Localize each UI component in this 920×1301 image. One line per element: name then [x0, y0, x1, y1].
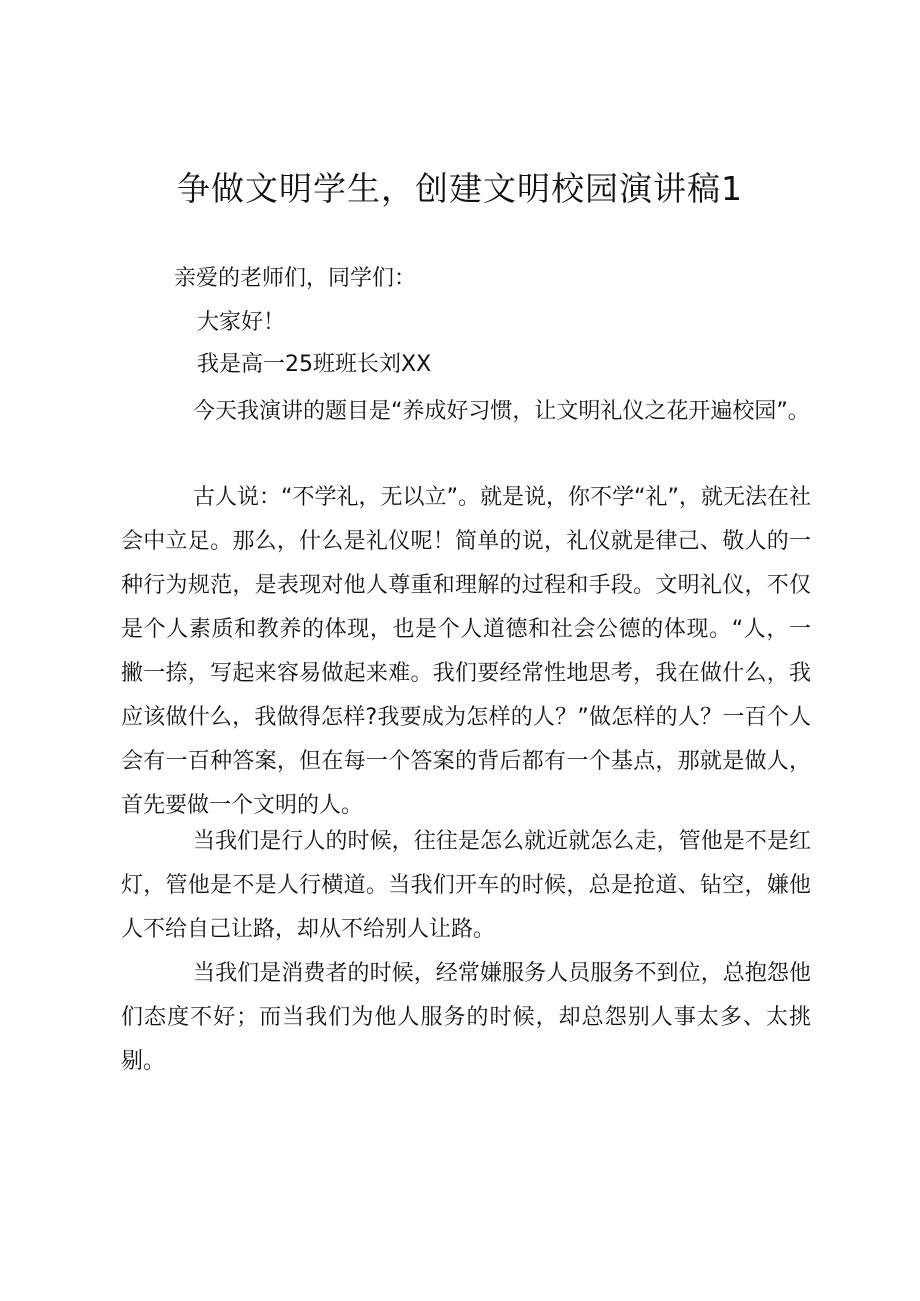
paragraph-pedestrian: 当我们是行人的时候，往往是怎么就近就怎么走，管他是不是红灯，管他是不是人行横道。当我们开车的时候，总是抢道、钻空，嫌他人不给自己让路，却从不给别人让路。 — [121, 829, 811, 942]
paragraph-topic: 今天我演讲的题目是“养成好习惯，让文明礼仪之花开遍校园”。 — [193, 399, 810, 424]
greeting-line: 亲爱的老师们，同学们： — [174, 266, 417, 291]
hello-line: 大家好！ — [197, 310, 286, 335]
paragraph-ancient-saying: 古人说：“不学礼，无以立”。就是说，你不学“礼”，就无法在社会中立足。那么，什么是礼仪呢！简单的说，礼仪就是律己、敬人的一种行为规范，是表现对他人尊重和理解的过程和手段。文明礼仪，不仅是个人素质和教养的体现，也是个人道德和社会公德的体现。“人，一撇一捺，写起来容易做起来难。我们要经常性地思考，我在做什么，我应该做什么，我做得怎样?我要成为怎样的人？”做怎样的人？一百个人会有一百种答案，但在每一个答案的背后都有一个基点，那就是做人，首先要做一个文明的人。 — [121, 485, 811, 818]
paragraph-consumer: 当我们是消费者的时候，经常嫌服务人员服务不到位，总抱怨他们态度不好；而当我们为他人服务的时候，却总怨别人事太多、太挑剔。 — [121, 961, 811, 1074]
intro-line: 我是高一25班班长刘XX — [197, 352, 432, 377]
page-title: 争做文明学生，创建文明校园演讲稿1 — [177, 169, 743, 208]
